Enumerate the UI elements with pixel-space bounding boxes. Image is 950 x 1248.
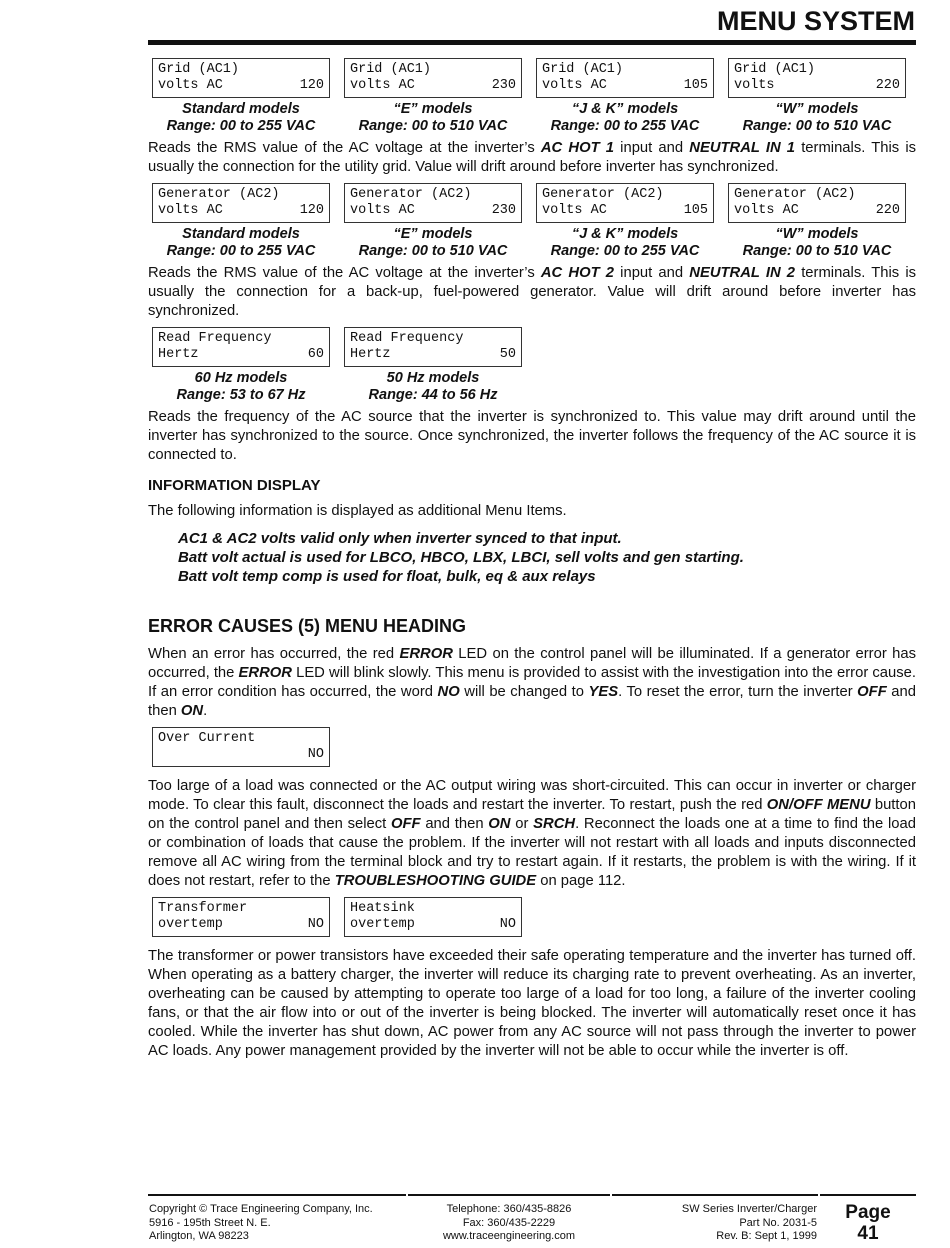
information-item: Batt volt actual is used for LBCO, HBCO, LBX, LBCI, sell volts and gen starting. <box>178 549 744 566</box>
caption-model: “J & K” models <box>571 226 679 242</box>
caption-range: Range: 00 to 255 VAC <box>166 243 316 259</box>
lcd-line2-label: volts AC <box>158 78 223 93</box>
emphasis-term: AC HOT 1 <box>540 140 615 156</box>
ac2-description <box>148 264 916 321</box>
error-causes-intro <box>148 645 916 721</box>
ac2-display-w <box>724 183 906 260</box>
footer-copyright: Copyright © Trace Engineering Company, Inc. <box>149 1203 373 1215</box>
frequency-display-50hz <box>340 327 522 404</box>
text-run: input and <box>614 140 690 156</box>
lcd-line2-value: 220 <box>875 203 900 218</box>
emphasis-term: ERROR <box>399 646 453 662</box>
ac1-display-w <box>724 58 906 135</box>
text-run: When an error has occurred, the red <box>148 646 400 662</box>
caption-model: “W” models <box>775 101 859 117</box>
overcurrent-display <box>148 727 330 767</box>
footer-company-address <box>149 1203 373 1244</box>
page-label: Page <box>845 1202 891 1223</box>
emphasis-term: ON/OFF MENU <box>766 797 871 813</box>
display-caption <box>344 101 522 135</box>
lcd-line2-value: 230 <box>491 203 516 218</box>
lcd-display <box>344 897 522 937</box>
display-caption <box>152 226 330 260</box>
text-run: and then <box>420 816 489 832</box>
lcd-line2-value: NO <box>307 917 324 932</box>
emphasis-term: NEUTRAL IN 2 <box>689 265 796 281</box>
information-item: AC1 & AC2 volts valid only when inverter synced to that input. <box>178 530 622 547</box>
ac2-display-jk <box>532 183 714 260</box>
lcd-line1: Grid (AC1) <box>350 62 432 77</box>
ac2-display-row <box>148 183 916 260</box>
caption-model: “J & K” models <box>571 101 679 117</box>
lcd-line2-label: Hertz <box>158 347 199 362</box>
text-run: on page 112. <box>536 873 626 889</box>
caption-model: Standard models <box>182 101 300 117</box>
caption-model: 50 Hz models <box>386 370 480 386</box>
emphasis-term: AC HOT 2 <box>540 265 615 281</box>
caption-range: Range: 44 to 56 Hz <box>368 387 498 403</box>
emphasis-term: OFF <box>390 816 421 832</box>
caption-range: Range: 00 to 510 VAC <box>358 118 508 134</box>
text-run: LED on the control panel will be illuminated. If a generator error has occurred, the <box>148 646 916 681</box>
text-run: Reads the RMS value of the AC voltage at the inverter’s <box>148 265 541 281</box>
ac1-description <box>148 139 916 177</box>
lcd-line1: Grid (AC1) <box>542 62 624 77</box>
lcd-display <box>728 183 906 223</box>
ac2-display-standard <box>148 183 330 260</box>
lcd-line2-value: 105 <box>683 78 708 93</box>
caption-model: “E” models <box>393 226 473 242</box>
display-caption <box>152 370 330 404</box>
text-run: Too large of a load was connected or the AC output wiring was short-circuited. This can occur in inverter or charger mode. To clear this fault, disconnect the loads and restart the inverter. To restart, push the red <box>148 778 916 813</box>
footer-rule-center <box>408 1194 610 1196</box>
transformer-overtemp-display <box>148 897 330 937</box>
caption-range: Range: 00 to 510 VAC <box>742 243 892 259</box>
text-run: . <box>203 703 208 719</box>
lcd-line2-label: volts <box>734 78 775 93</box>
lcd-line2-label: volts AC <box>734 203 799 218</box>
text-run: and then <box>148 684 916 719</box>
information-item: Batt volt temp comp is used for float, bulk, eq & aux relays <box>178 568 596 585</box>
page-header-title: MENU SYSTEM <box>716 6 915 36</box>
lcd-display <box>152 727 330 767</box>
lcd-line2-label: Hertz <box>350 347 391 362</box>
footer-contact <box>408 1203 610 1244</box>
ac1-display-row <box>148 58 916 135</box>
footer-city: Arlington, WA 98223 <box>149 1230 249 1242</box>
caption-range: Range: 00 to 510 VAC <box>742 118 892 134</box>
overtemp-description: The transformer or power transistors have exceeded their safe operating temperature and the inverter has turned off. When operating as a battery charger, the inverter will reduce its charging rate to prevent overheating. As an inverter, overheating can be caused by attempting to operate too large of a load for too long, a failure of the inverter cooling fans, or that the air flow into or out of the inverter is being blocked. The inverter will automatically reset once it has cooled. While the inverter has shut down, AC power from any AC source will not pass through the inverter to power AC loads. Any power management provided by the inverter will not be able to occur while the inverter is off. <box>148 948 916 1059</box>
caption-range: Range: 00 to 255 VAC <box>550 243 700 259</box>
display-caption <box>344 226 522 260</box>
footer-rule-left <box>148 1194 406 1196</box>
text-run: LED will blink slowly. This menu is provided to assist with the investigation into the error cause. If an error condition has occurred, the word <box>148 665 916 700</box>
footer-rule-right <box>612 1194 818 1196</box>
frequency-display-row <box>148 327 916 404</box>
lcd-line1: Transformer <box>158 901 248 916</box>
text-run: terminals. This is usually the connection for a back-up, fuel-powered generator. Value will drift around before inverter has synchronized. <box>148 265 917 319</box>
emphasis-term: OFF <box>857 684 887 700</box>
lcd-display <box>152 183 330 223</box>
lcd-line1: Generator (AC2) <box>734 187 856 202</box>
lcd-line2-value: 50 <box>499 347 516 362</box>
text-run: input and <box>614 265 690 281</box>
footer-product: SW Series Inverter/Charger <box>681 1203 817 1215</box>
lcd-line2-value: NO <box>307 747 324 762</box>
error-causes-heading: ERROR CAUSES (5) MENU HEADING <box>148 616 467 636</box>
lcd-line1: Generator (AC2) <box>158 187 280 202</box>
lcd-line1: Heatsink <box>350 901 415 916</box>
footer-street: 5916 - 195th Street N. E. <box>149 1216 271 1229</box>
text-run: terminals. This is usually the connection for the utility grid. Value will drift around before inverter has synchronized. <box>148 140 917 175</box>
caption-range: Range: 00 to 510 VAC <box>358 243 508 259</box>
text-run: Reads the RMS value of the AC voltage at the inverter’s <box>148 140 541 156</box>
lcd-line1: Generator (AC2) <box>350 187 472 202</box>
footer-website: www.traceengineering.com <box>442 1230 576 1242</box>
display-caption <box>344 370 522 404</box>
emphasis-term: NO <box>437 684 460 700</box>
overtemp-display-row <box>148 897 916 937</box>
display-caption <box>536 101 714 135</box>
emphasis-term: SRCH <box>533 816 576 832</box>
information-intro: The following information is displayed as additional Menu Items. <box>148 503 567 519</box>
ac2-display-e <box>340 183 522 260</box>
lcd-line2-label: volts AC <box>158 203 223 218</box>
emphasis-term: ON <box>180 703 204 719</box>
lcd-display <box>728 58 906 98</box>
display-caption <box>536 226 714 260</box>
overcurrent-description <box>148 777 916 891</box>
lcd-line1: Read Frequency <box>350 331 464 346</box>
text-run: . Reconnect the loads one at a time to find the load or combination of loads that cause the problem. If the inverter will not restart with all loads and inputs disconnected remove all AC wiring from the terminal block and try to restart again. If it restarts, the problem is with the wiring. If it does not restart, refer to the <box>148 816 916 889</box>
caption-range: Range: 53 to 67 Hz <box>176 387 306 403</box>
lcd-display <box>536 183 714 223</box>
text-run: button on the control panel and then select <box>148 797 916 832</box>
emphasis-term: TROUBLESHOOTING GUIDE <box>334 873 537 889</box>
caption-model: “E” models <box>393 101 473 117</box>
lcd-line2-label: volts AC <box>350 203 415 218</box>
text-run: . To reset the error, turn the inverter <box>618 684 858 700</box>
lcd-line1: Over Current <box>158 731 256 746</box>
frequency-display-60hz <box>148 327 330 404</box>
text-run: will be changed to <box>459 684 589 700</box>
page-number-block <box>843 1202 893 1244</box>
lcd-line1: Read Frequency <box>158 331 272 346</box>
lcd-line2-label: overtemp <box>158 917 223 932</box>
display-caption <box>152 101 330 135</box>
footer-revision: Rev. B: Sept 1, 1999 <box>716 1230 817 1242</box>
display-caption <box>728 101 906 135</box>
footer-rule-page <box>820 1194 916 1196</box>
overcurrent-display-row <box>148 727 916 767</box>
caption-model: 60 Hz models <box>194 370 288 386</box>
lcd-line2-label: volts AC <box>542 203 607 218</box>
lcd-display <box>152 897 330 937</box>
lcd-line2-value: 220 <box>875 78 900 93</box>
emphasis-term: ERROR <box>238 665 292 681</box>
lcd-line2-label: overtemp <box>350 917 415 932</box>
lcd-line2-value: 60 <box>307 347 324 362</box>
caption-model: “W” models <box>775 226 859 242</box>
footer-telephone: Telephone: 360/435-8826 <box>446 1203 572 1215</box>
display-caption <box>728 226 906 260</box>
lcd-display <box>536 58 714 98</box>
information-display-heading: INFORMATION DISPLAY <box>148 477 321 494</box>
lcd-display <box>152 327 330 367</box>
caption-range: Range: 00 to 255 VAC <box>166 118 316 134</box>
lcd-display <box>344 327 522 367</box>
lcd-line1: Generator (AC2) <box>542 187 664 202</box>
caption-range: Range: 00 to 255 VAC <box>550 118 700 134</box>
frequency-description: Reads the frequency of the AC source that the inverter is synchronized to. This value may drift around until the inverter has synchronized to the source. Once synchronized, the inverter follows the frequency of the AC source it is connected to. <box>148 409 916 463</box>
lcd-line2-value: 230 <box>491 78 516 93</box>
lcd-line2-label: volts AC <box>542 78 607 93</box>
emphasis-term: NEUTRAL IN 1 <box>689 140 796 156</box>
lcd-line2-value: 120 <box>299 203 324 218</box>
emphasis-term: YES <box>588 684 619 700</box>
header-rule <box>148 40 916 45</box>
heatsink-overtemp-display <box>340 897 522 937</box>
information-list <box>178 529 916 586</box>
ac1-display-jk <box>532 58 714 135</box>
lcd-display <box>344 58 522 98</box>
footer-product-info <box>612 1203 817 1244</box>
lcd-line1: Grid (AC1) <box>734 62 816 77</box>
lcd-display <box>344 183 522 223</box>
lcd-display <box>152 58 330 98</box>
lcd-line2-value: 105 <box>683 203 708 218</box>
caption-model: Standard models <box>182 226 300 242</box>
ac1-display-standard <box>148 58 330 135</box>
ac1-display-e <box>340 58 522 135</box>
page-content <box>148 58 916 1065</box>
lcd-line2-label: volts AC <box>350 78 415 93</box>
footer-fax: Fax: 360/435-2229 <box>462 1216 556 1229</box>
lcd-line2-value: 120 <box>299 78 324 93</box>
lcd-line1: Grid (AC1) <box>158 62 240 77</box>
emphasis-term: ON <box>488 816 511 832</box>
lcd-line2-value: NO <box>499 917 516 932</box>
text-run: or <box>510 816 534 832</box>
page-number: 41 <box>857 1223 879 1244</box>
footer-part-number: Part No. 2031-5 <box>739 1216 817 1229</box>
